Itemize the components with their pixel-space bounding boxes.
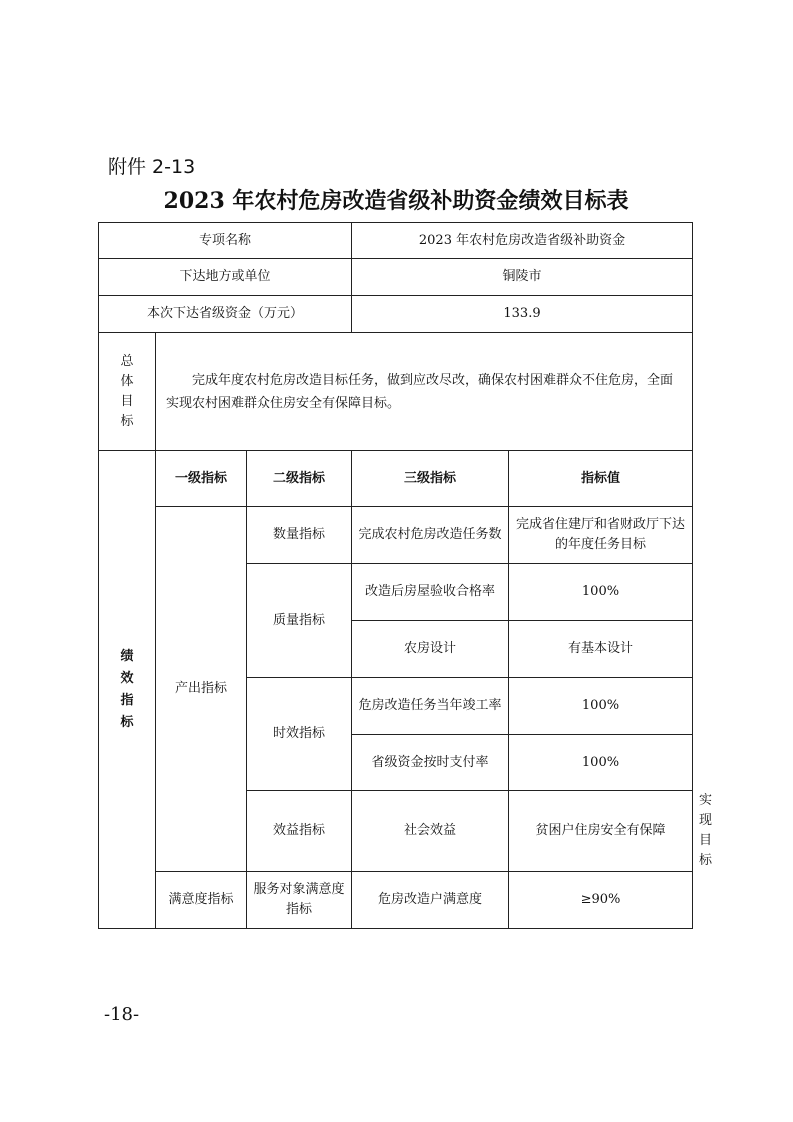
level2-service: 服务对象满意度指标 xyxy=(247,872,352,929)
table-row xyxy=(99,507,693,564)
level3-indicator: 农房设计 xyxy=(352,621,509,678)
project-name-value: 2023 年农村危房改造省级补助资金 xyxy=(352,223,693,259)
overall-goal-text: 完成年度农村危房改造目标任务，做到应改尽改，确保农村困难群众不住危房，全面实现农村困难群众住房安全有保障目标。 xyxy=(156,333,693,451)
recipient-label: 下达地方或单位 xyxy=(99,259,352,296)
header-level2: 二级指标 xyxy=(247,451,352,507)
indicator-value: 100% xyxy=(509,678,693,735)
indicator-value: 有基本设计 xyxy=(509,621,693,678)
performance-target-table xyxy=(98,222,713,929)
performance-label: 绩效指标 xyxy=(99,451,156,929)
header-level1: 一级指标 xyxy=(156,451,247,507)
level1-output: 产出指标 xyxy=(156,507,247,872)
attachment-label: 附件 2-13 xyxy=(108,156,196,178)
funds-label: 本次下达省级资金（万元） xyxy=(99,296,352,333)
level2-social: 社会效益 xyxy=(352,791,509,872)
table-row: 效益指标 社会效益 贫困户住房安全有保障 实现目标 xyxy=(99,791,693,872)
info-row-project-name xyxy=(99,223,693,259)
recipient-value: 铜陵市 xyxy=(352,259,693,296)
info-row-recipient xyxy=(99,259,693,296)
level2-quantity: 数量指标 xyxy=(247,507,352,564)
indicator-value: 100% xyxy=(509,564,693,621)
table-row xyxy=(99,872,693,929)
level3-indicator: 危房改造任务当年竣工率 xyxy=(352,678,509,735)
level2-quality: 质量指标 xyxy=(247,564,352,678)
level3-indicator: 贫困户住房安全有保障 xyxy=(509,791,693,872)
level3-indicator: 改造后房屋验收合格率 xyxy=(352,564,509,621)
info-row-funds xyxy=(99,296,693,333)
page-number: -18- xyxy=(104,1004,140,1025)
header-level3: 三级指标 xyxy=(352,451,509,507)
header-value: 指标值 xyxy=(509,451,693,507)
level2-timeliness: 时效指标 xyxy=(247,678,352,791)
level3-indicator: 省级资金按时支付率 xyxy=(352,735,509,791)
indicator-value: ≥90% xyxy=(509,872,693,929)
level1-benefit: 效益指标 xyxy=(247,791,352,872)
funds-value: 133.9 xyxy=(352,296,693,333)
indicator-value: 完成省住建厅和省财政厅下达的年度任务目标 xyxy=(509,507,693,564)
performance-header-row xyxy=(99,451,693,507)
level1-satisfaction: 满意度指标 xyxy=(156,872,247,929)
level3-indicator: 完成农村危房改造任务数 xyxy=(352,507,509,564)
overall-goal-row xyxy=(99,333,693,451)
document-title: 2023 年农村危房改造省级补助资金绩效目标表 xyxy=(163,188,629,214)
level3-indicator: 危房改造户满意度 xyxy=(352,872,509,929)
indicator-value: 100% xyxy=(509,735,693,791)
overall-goal-label: 总体目标 xyxy=(99,333,156,451)
project-name-label: 专项名称 xyxy=(99,223,352,259)
